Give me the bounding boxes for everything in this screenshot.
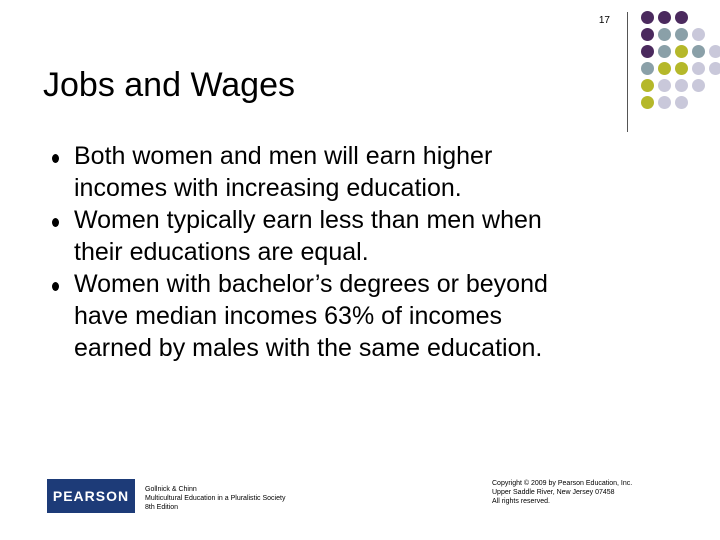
divider-line xyxy=(627,12,628,132)
decorative-dot xyxy=(641,28,654,41)
bullet-line: Women typically earn less than men when xyxy=(74,206,542,234)
decorative-dot xyxy=(658,79,671,92)
decorative-dot xyxy=(658,45,671,58)
decorative-dot xyxy=(658,11,671,24)
decorative-dot xyxy=(692,79,705,92)
bullet-line: their educations are equal. xyxy=(74,238,369,266)
decorative-dot xyxy=(641,62,654,75)
authors-text: Gollnick & Chinn xyxy=(145,486,197,493)
decorative-dot xyxy=(675,28,688,41)
bullet-icon xyxy=(52,218,59,227)
bullet-line: Both women and men will earn higher xyxy=(74,142,493,170)
bullet-item xyxy=(52,204,672,268)
book-title-text: Multicultural Education in a Pluralistic Society xyxy=(145,495,286,502)
bullet-item xyxy=(52,140,672,204)
copyright-line: All rights reserved. xyxy=(492,498,550,505)
decorative-dot xyxy=(675,62,688,75)
decorative-dot xyxy=(641,96,654,109)
bullet-list xyxy=(52,140,672,364)
copyright-line: Upper Saddle River, New Jersey 07458 xyxy=(492,489,615,496)
bullet-line: earned by males with the same education. xyxy=(74,334,543,362)
decorative-dot xyxy=(709,62,720,75)
book-citation xyxy=(145,485,285,512)
pearson-logo: PEARSON xyxy=(47,479,135,513)
bullet-icon xyxy=(52,154,59,163)
decorative-dot xyxy=(658,28,671,41)
bullet-item xyxy=(52,268,672,364)
decorative-dot xyxy=(692,62,705,75)
decorative-dot xyxy=(675,79,688,92)
decorative-dot xyxy=(641,45,654,58)
decorative-dot xyxy=(692,45,705,58)
decorative-dot xyxy=(658,62,671,75)
copyright-line: Copyright © 2009 by Pearson Education, Inc. xyxy=(492,480,633,487)
bullet-line: have median incomes 63% of incomes xyxy=(74,302,503,330)
decorative-dot xyxy=(675,45,688,58)
edition-text: 8th Edition xyxy=(145,504,179,511)
slide-title: Jobs and Wages xyxy=(43,66,295,104)
decorative-dot xyxy=(641,11,654,24)
decorative-dot xyxy=(692,28,705,41)
copyright-notice xyxy=(492,479,632,506)
bullet-icon xyxy=(52,282,59,291)
decorative-dot xyxy=(641,79,654,92)
bullet-line: incomes with increasing education. xyxy=(74,174,462,202)
decorative-dot xyxy=(658,96,671,109)
page-number: 17 xyxy=(598,15,610,26)
decorative-dot xyxy=(675,11,688,24)
decorative-dot xyxy=(709,45,720,58)
decorative-dot xyxy=(675,96,688,109)
bullet-line: Women with bachelor’s degrees or beyond xyxy=(74,270,548,298)
